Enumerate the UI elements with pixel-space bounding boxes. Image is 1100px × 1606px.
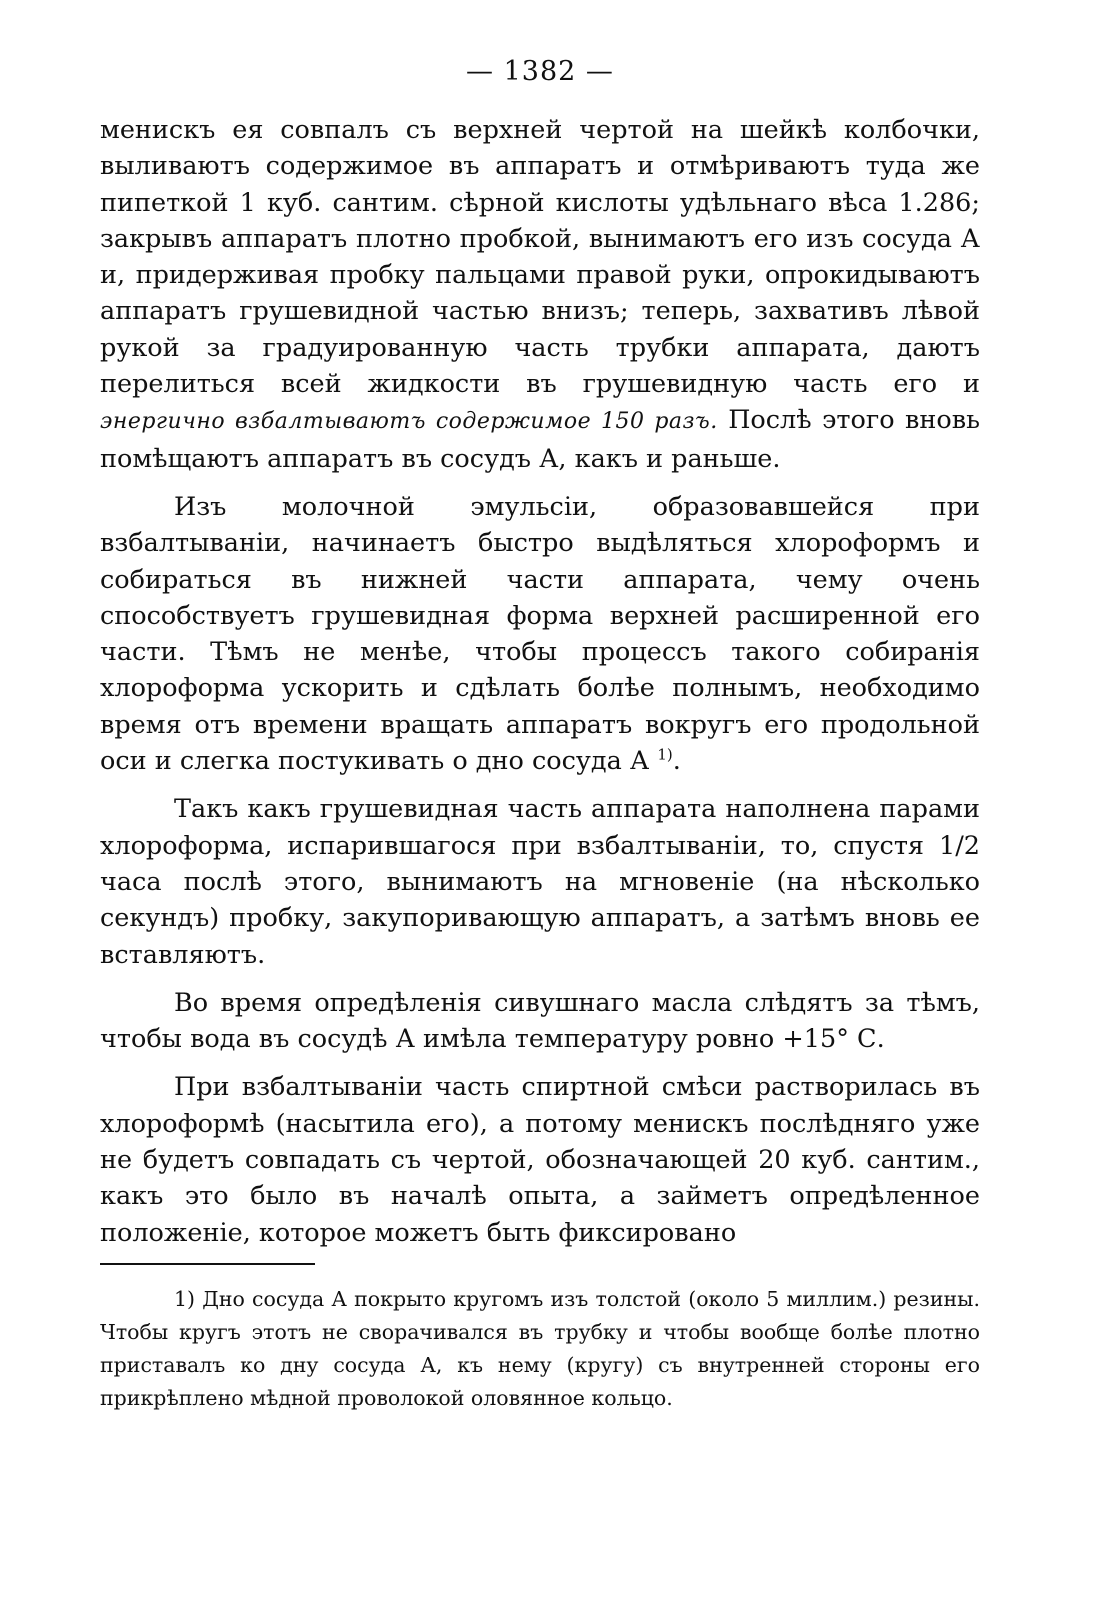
page-number: — 1382 — <box>466 56 614 87</box>
paragraph-1-text-end: Послѣ этого вновь помѣщаютъ аппаратъ въ сосудъ А, какъ и раньше. <box>100 405 980 474</box>
paragraph-1-emphasis: энергично взбалтываютъ содержимое 150 разъ. <box>100 409 718 435</box>
footnote-reference: 1) <box>657 745 673 764</box>
paragraph-2 <box>100 489 980 779</box>
footnote <box>100 1283 980 1415</box>
paragraph-2-text: Изъ молочной эмульсіи, образовавшейся при взбалтываніи, начинаетъ быстро выдѣляться хлороформъ и собираться въ нижней части аппарата, чему очень способствуетъ грушевидная форма верхней расширенной его части. Тѣмъ не менѣе, чтобы процессъ такого собиранія хлороформа ускорить и сдѣлать болѣе полнымъ, необходимо время отъ времени вращать аппаратъ вокругъ его продольной оси и слегка постукивать о дно сосуда А <box>100 491 980 777</box>
paragraph-1-text: менискъ ея совпалъ съ верхней чертой на шейкѣ колбочки, выливаютъ содержимое въ аппаратъ и отмѣриваютъ туда же пипеткой 1 куб. сантим. сѣрной кислоты удѣльнаго вѣса 1.286; закрывъ аппаратъ плотно пробкой, вынимаютъ его изъ сосуда А и, придерживая пробку пальцами правой руки, опрокидываютъ аппаратъ грушевидной частью внизъ; теперь, захвативъ лѣвой рукой за градуированную часть трубки аппарата, даютъ перелиться всей жидкости въ грушевидную часть его и <box>100 115 980 400</box>
paragraph-3-text-end: часа послѣ этого, вынимаютъ на мгновеніе (на нѣсколько секундъ) пробку, закупоривающую аппаратъ, а затѣмъ вновь ее вставляютъ. <box>100 866 980 970</box>
document-page <box>100 52 980 1415</box>
paragraph-3-text: Такъ какъ грушевидная часть аппарата наполнена парами хлороформа, испарившагося при взбалтываніи, то, спустя <box>100 794 980 861</box>
paragraph-1 <box>100 112 980 477</box>
paragraph-4 <box>100 985 980 1058</box>
footnote-text: Дно сосуда А покрыто кругомъ изъ толстой (около 5 миллим.) резины. Чтобы кругъ этотъ не сворачивался въ трубку и чтобы вообще болѣе плотно приставалъ ко дну сосуда А, къ нему (кругу) съ внутренней стороны его прикрѣплено мѣдной проволокой оловянное кольцо. <box>100 1286 980 1410</box>
paragraph-3 <box>100 791 980 972</box>
footnote-divider <box>100 1263 315 1265</box>
paragraph-5 <box>100 1069 980 1250</box>
fraction-half: 1/2 <box>938 830 981 861</box>
paragraph-5-text: При взбалтываніи часть спиртной смѣси растворилась въ хлороформѣ (насытила его), а потому менискъ послѣдняго уже не будетъ совпадать съ чертой, обозначающей 20 куб. сантим., какъ это было въ началѣ опыта, а займетъ опредѣленное положеніе, которое можетъ быть фиксировано <box>100 1072 980 1248</box>
paragraph-4-text: Во время опредѣленія сивушнаго масла слѣдятъ за тѣмъ, чтобы вода въ сосудѣ А имѣла температуру ровно +15° С. <box>100 987 980 1055</box>
paragraph-2-end: . <box>672 746 681 777</box>
footnote-marker: 1) <box>174 1286 196 1311</box>
